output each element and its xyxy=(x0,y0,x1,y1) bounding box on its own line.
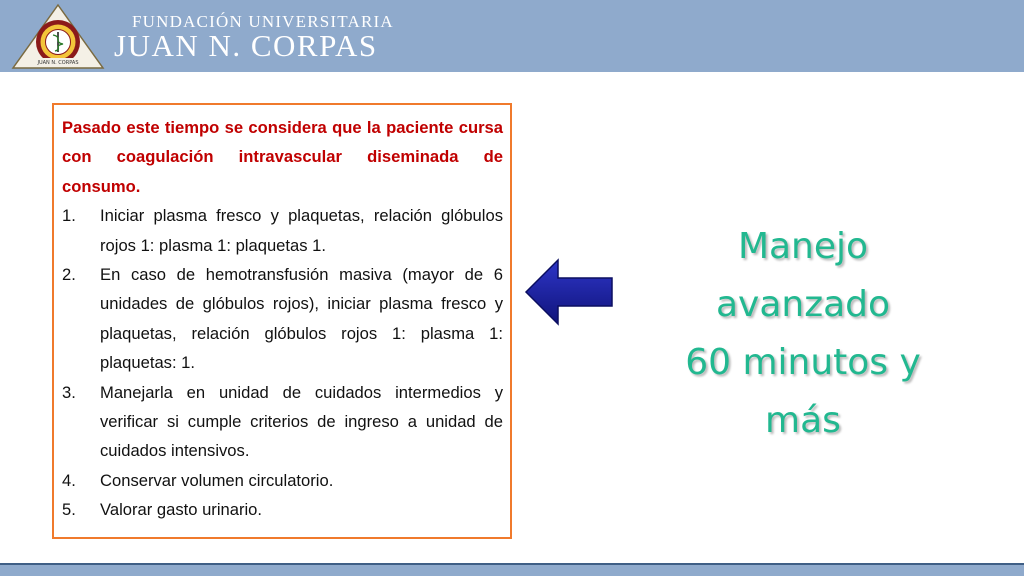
side-title-line: Manejo xyxy=(737,226,869,267)
side-title xyxy=(650,218,956,450)
list-item-text: Iniciar plasma fresco y plaquetas, relación glóbulos rojos 1: plasma 1: plaquetas 1. xyxy=(100,206,503,255)
list-item xyxy=(62,378,503,466)
list-item xyxy=(62,201,503,260)
footer-bar xyxy=(0,563,1024,576)
intro-paragraph: Pasado este tiempo se considera que la paciente cursa con coagulación intravascular diseminada de consumo. xyxy=(62,118,503,196)
list-item-text: Manejarla en unidad de cuidados intermedios y verificar si cumple criterios de ingreso a unidad de cuidados intensivos. xyxy=(100,382,503,461)
header-bar xyxy=(0,0,1024,72)
list-item-number: 4. xyxy=(62,470,76,490)
side-title-line: más xyxy=(765,400,841,441)
side-title-line: avanzado xyxy=(715,284,891,325)
university-logo xyxy=(10,2,106,70)
list-item-number: 3. xyxy=(62,382,76,402)
list-item-number: 1. xyxy=(62,206,76,226)
organization-subtitle: FUNDACIÓN UNIVERSITARIA xyxy=(132,12,394,31)
side-title-line: 60 minutos y xyxy=(685,342,921,383)
list-item-number: 5. xyxy=(62,500,76,520)
logo-caption: JUAN N. CORPAS xyxy=(37,60,79,66)
left-arrow-icon xyxy=(524,258,614,326)
list-item-text: Valorar gasto urinario. xyxy=(100,500,263,520)
content-text-box xyxy=(52,103,512,539)
steps-list xyxy=(62,201,503,524)
list-item-number: 2. xyxy=(62,265,76,285)
list-item xyxy=(62,466,503,495)
list-item xyxy=(62,260,503,378)
list-item xyxy=(62,495,503,524)
organization-name: JUAN N. CORPAS xyxy=(114,28,378,63)
list-item-text: Conservar volumen circulatorio. xyxy=(100,470,334,490)
list-item-text: En caso de hemotransfusión masiva (mayor de 6 unidades de glóbulos rojos), iniciar plasma fresco y plaquetas, relación glóbulos rojos 1: plasma 1: plaquetas: 1. xyxy=(100,265,503,373)
